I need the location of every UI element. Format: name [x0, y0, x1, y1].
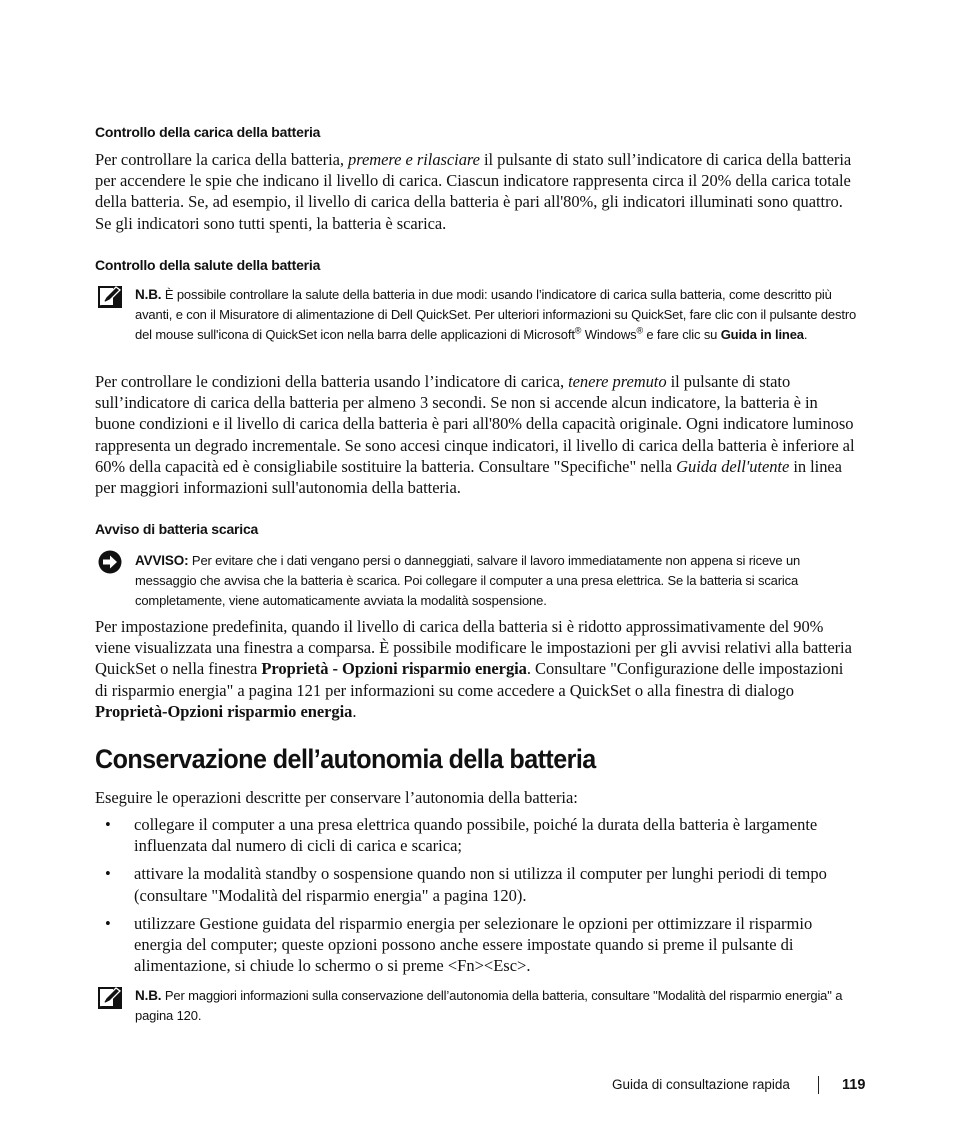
text-run: .	[352, 701, 357, 721]
text-run: in linea per maggiori informazioni sull'autonomia della batteria.	[95, 456, 842, 498]
notice-label: AVVISO:	[135, 553, 189, 568]
note-text	[135, 285, 860, 345]
emphasis-text: Guida dell'utente	[676, 456, 790, 476]
page-number: 119	[842, 1077, 866, 1093]
emphasis-text: tenere premuto	[568, 372, 667, 391]
text-run: e fare clic su	[642, 327, 721, 342]
footer-title: Guida di consultazione rapida	[612, 1077, 790, 1092]
text-run: il pulsante di stato sull’indicatore di carica della batteria per almeno 3 secondi. Se non si accende alcun indicatore, la batteria è in buone condizioni e il livello di carica della batteria è pari all'80% della capacità originale. Ogni indicatore luminoso rappresenta un degrado incrementale. Se sono accesi cinque indicatori, il livello di carica della batteria è inferiore al 60% della capacità ed è consigliabile sostituire la batteria. Consultare "Specifiche" nella	[95, 372, 855, 476]
heading-battery-conservation: Conservazione dell’autonomia della batteria	[95, 744, 596, 774]
text-run: Per controllare le condizioni della batteria usando l’indicatore di carica,	[95, 372, 569, 391]
text-run: .	[803, 327, 808, 342]
list-item	[95, 814, 860, 856]
list-item-text: attivare la modalità standby o sospensione quando non si utilizza il computer per lunghi periodi di tempo (consultare "Modalità del risparmio energia" a pagina 120).	[134, 864, 827, 905]
note-label: N.B.	[135, 287, 162, 302]
heading-battery-charge-check: Controllo della carica della batteria	[95, 124, 321, 140]
pencil-note-icon	[98, 286, 122, 308]
notice-text	[135, 551, 860, 611]
list-item	[95, 913, 860, 977]
text-run: Per maggiori informazioni sulla conservazione dell’autonomia della batteria, consultare "Modalità del risparmio energia" a pagina 120.	[135, 988, 843, 1023]
note-text	[135, 986, 860, 1026]
conservation-list	[95, 814, 860, 983]
text-run: il pulsante di stato sull’indicatore di carica della batteria per accendere le spie che indicano il livello di carica. Ciascun indicatore rappresenta circa il 20% della carica totale della batteria. Se, ad esempio, il livello di carica della batteria è pari all'80%, gli indicatori illuminati sono quattro. Se gli indicatori sono tutti spenti, la batteria è scarica.	[95, 150, 852, 233]
heading-battery-health-check: Controllo della salute della batteria	[95, 257, 321, 273]
bullet: •	[105, 815, 111, 834]
text-run: . Consultare "Configurazione delle impostazioni di risparmio energia" a pagina 121 per informazioni su come accedere a QuickSet o alla finestra di dialogo	[95, 659, 844, 700]
text-run: Windows	[581, 327, 637, 342]
paragraph-health-check	[95, 371, 860, 498]
list-item	[95, 863, 860, 905]
text-run: Per evitare che i dati vengano persi o danneggiati, salvare il lavoro immediatamente non appena si riceve un messaggio che avvisa che la batteria è scarica. Poi collegare il computer a una presa elettrica. Se la batteria si scarica completamente, viene automaticamente avviata la modalità sospensione.	[135, 553, 801, 608]
registered-mark: ®	[574, 325, 582, 336]
text-run: Per impostazione predefinita, quando il livello di carica della batteria si è ridotto approssimativamente del 90% viene visualizzata una finestra a comparsa. È possibile modificare le impostazioni per gli avvisi relativi alla batteria QuickSet o nella finestra	[95, 617, 852, 679]
bullet: •	[105, 864, 111, 884]
notice-arrow-icon	[98, 550, 122, 572]
bold-text: Proprietà - Opzioni risparmio energia	[261, 659, 527, 679]
heading-low-battery-warning: Avviso di batteria scarica	[95, 521, 259, 537]
note-label: N.B.	[135, 988, 162, 1003]
text-run: È possibile controllare la salute della batteria in due modi: usando l’indicatore di carica sulla batteria, come descritto più avanti, e con il Misuratore di alimentazione di Dell QuickSet. Per ulteriori informazioni su QuickSet, fare clic con il pulsante destro del mouse sull'icona di QuickSet icon nella barra delle applicazioni di Microsoft	[135, 287, 857, 342]
paragraph-conservation-intro: Eseguire le operazioni descritte per conservare l’autonomia della batteria:	[95, 788, 578, 807]
text-run: Per controllare la carica della batteria,	[95, 150, 349, 169]
list-item-text: collegare il computer a una presa elettrica quando possibile, poiché la durata della batteria è largamente influenzata dal numero di cicli di carica e scarica;	[134, 815, 818, 856]
bold-text: Proprietà-Opzioni risparmio energia	[95, 701, 353, 721]
registered-mark: ®	[636, 325, 643, 336]
paragraph-low-battery	[95, 616, 860, 722]
paragraph-charge-check	[95, 149, 860, 234]
bullet: •	[105, 913, 111, 933]
list-item-text: utilizzare Gestione guidata del risparmio energia per selezionare le opzioni per ottimizzare il risparmio energia del computer; queste opzioni possono anche essere impostate quando si preme il pulsante di alimentazione, si chiude lo schermo o si preme <Fn><Esc>.	[134, 913, 813, 976]
pencil-note-icon	[98, 987, 122, 1009]
footer-separator	[818, 1076, 819, 1094]
bold-text: Guida in linea	[720, 327, 804, 342]
emphasis-text: premere e rilasciare	[348, 150, 480, 169]
